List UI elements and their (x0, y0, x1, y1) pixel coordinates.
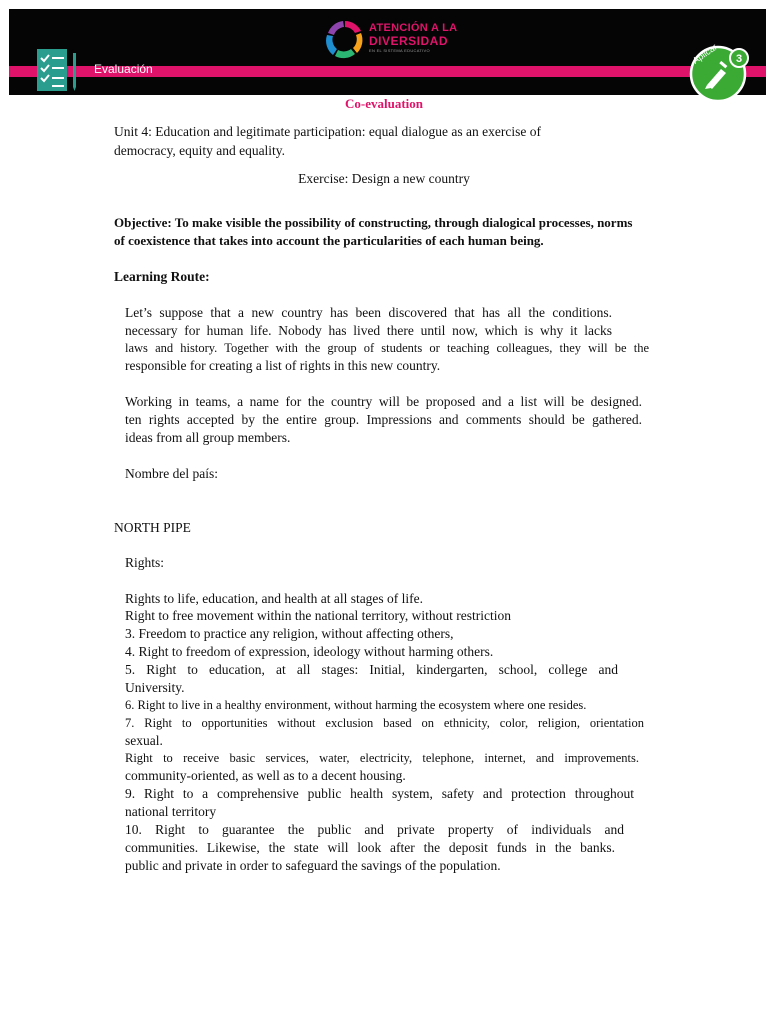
objective-line2: of coexistence that takes into account the particularities of each human being. (114, 233, 544, 248)
logo-subtitle: EN EL SISTEMA EDUCATIVO (369, 48, 430, 53)
list-item: 6. Right to live in a healthy environment, without harming the ecosystem where one resides. (125, 698, 587, 712)
logo-title-line1: ATENCIÓN A LA (369, 22, 458, 34)
list-item: public and private in order to safeguard the savings of the population. (125, 858, 501, 873)
paragraph-line: laws and history. Together with the group of students or teaching colleagues, they will be the (125, 341, 649, 355)
list-item: national territory (125, 804, 217, 819)
objective-line1: Objective: To make visible the possibility of constructing, through dialogical processes, norms (114, 215, 633, 230)
section-label: Evaluación (94, 62, 153, 76)
list-item: communities. Likewise, the state will look after the deposit funds in the banks. (125, 840, 615, 855)
hands-circle-icon (323, 17, 367, 61)
unit-heading-line2: democracy, equity and equality. (114, 143, 286, 158)
checklist-icon (35, 47, 81, 93)
list-item: 4. Right to freedom of expression, ideology without harming others. (125, 644, 494, 659)
country-name: NORTH PIPE (114, 520, 191, 535)
document-title: Co-evaluation (345, 96, 423, 111)
diversity-logo (323, 17, 483, 61)
list-item: 10. Right to guarantee the public and private property of individuals and (125, 822, 624, 837)
country-name-label: Nombre del país: (125, 466, 218, 481)
rights-label: Rights: (125, 555, 165, 570)
unit-heading-line1: Unit 4: Education and legitimate participation: equal dialogue as an exercise of (114, 124, 541, 139)
paragraph-line: ten rights accepted by the entire group. Impressions and comments should be gathered. (125, 412, 642, 427)
badge-label: Aplicar (690, 41, 719, 66)
logo-title-line2: DIVERSIDAD (369, 34, 449, 48)
list-item: Right to free movement within the national territory, without restriction (125, 608, 512, 623)
learning-route-heading: Learning Route: (114, 269, 210, 284)
list-item: 9. Right to a comprehensive public health system, safety and protection throughout (125, 786, 634, 801)
list-item: 3. Freedom to practice any religion, without affecting others, (125, 626, 454, 641)
list-item: 5. Right to education, at all stages: Initial, kindergarten, school, college and (125, 662, 618, 677)
paragraph-line: Working in teams, a name for the country will be proposed and a list will be designed. (125, 394, 642, 409)
list-item: community-oriented, as well as to a decent housing. (125, 768, 406, 783)
paragraph-line: ideas from all group members. (125, 430, 291, 445)
exercise-title: Exercise: Design a new country (298, 171, 470, 186)
list-item: Rights to life, education, and health at all stages of life. (125, 591, 424, 606)
list-item: 7. Right to opportunities without exclusion based on ethnicity, color, religion, orientation (125, 716, 644, 730)
paragraph-line: responsible for creating a list of rights in this new country. (125, 358, 441, 373)
paragraph-line: Let’s suppose that a new country has been discovered that has all the conditions. (125, 305, 612, 320)
list-item: University. (125, 680, 185, 695)
list-item: Right to receive basic services, water, electricity, telephone, internet, and improvements. (125, 751, 639, 765)
list-item: sexual. (125, 733, 163, 748)
header-banner (9, 9, 766, 95)
badge-number: 3 (735, 53, 743, 65)
paragraph-line: necessary for human life. Nobody has lived there until now, which is why it lacks (125, 323, 612, 338)
